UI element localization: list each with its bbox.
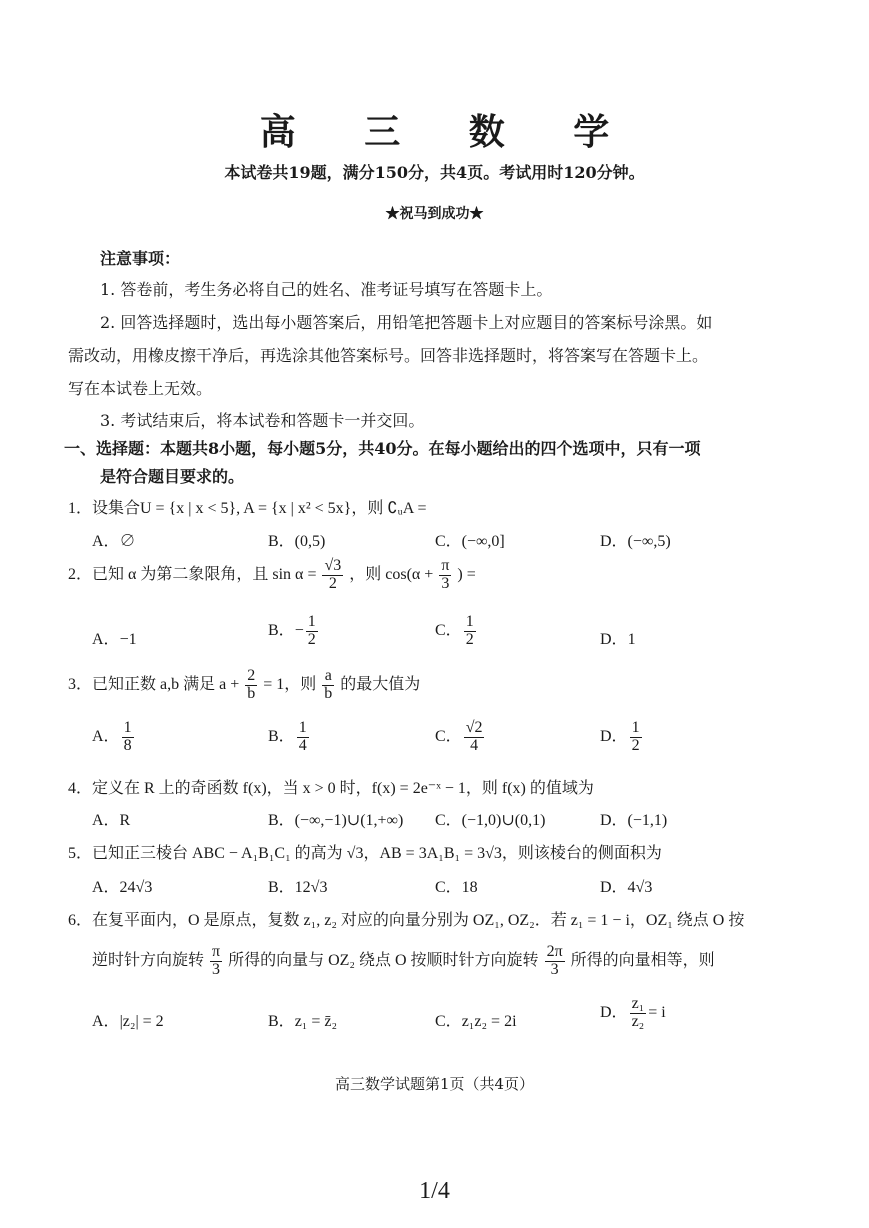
q3c-label: C． [435, 727, 462, 745]
q3d-label: D． [600, 727, 628, 745]
q2d-value: 1 [627, 631, 636, 648]
q2-frac-angle-num: π [441, 557, 450, 574]
q3b-label: B． [268, 727, 295, 745]
q3-stem-e: 的最大值为 [340, 675, 421, 693]
q3a-den: 8 [123, 736, 132, 754]
q2-frac-sin-den: 2 [328, 574, 337, 592]
q3-frac-1-den: b [247, 684, 256, 702]
q6-frac-2-den: 3 [550, 960, 559, 978]
question-5-stem: 5．已知正三棱台 ABC − A₁B₁C₁ 的高为 √3，AB = 3A₁B₁ = 3√3，则该棱台的侧面积为 [68, 845, 662, 862]
question-2-option-a [92, 626, 137, 649]
q3c-den: 4 [470, 736, 479, 754]
q3a-frac [122, 720, 134, 755]
q6a-label: A． [92, 1013, 120, 1030]
q2-stem-e: ) = [457, 565, 476, 583]
question-6-stem: 6．在复平面内，O 是原点，复数 z₁, z₂ 对应的向量分别为 OZ₁, OZ₂．若 z₁ = 1 − i，OZ₁ 绕点 O 按 [68, 912, 745, 929]
question-2-option-d [600, 626, 636, 649]
section-heading-cont: 是符合题目要求的。 [100, 467, 245, 486]
page-title: 高 三 数 学 [259, 111, 638, 153]
notice-item-2-end: 写在本试卷上无效。 [68, 379, 213, 398]
q3b-den: 4 [298, 736, 307, 754]
q6b-value: z₁ = z̄₂ [294, 1013, 338, 1030]
question-4-option-a: A．R [92, 812, 131, 829]
notice-item-2: 2. 回答选择题时，选出每小题答案后，用铅笔把答题卡上对应题目的答案标号涂黑。如 [100, 313, 713, 332]
q3-frac-1-num: 2 [247, 667, 256, 684]
q2b-den: 2 [307, 630, 316, 648]
q6-stem2-b: 所得的向量与 OZ₂ 绕点 O 按顺时针方向旋转 [228, 951, 539, 969]
q3-frac-1 [245, 668, 257, 703]
q2-stem-c: ，则 cos(α + [349, 565, 434, 583]
question-1-stem: 1．设集合U = {x | x < 5}, A = {x | x² < 5x}，则 ∁ᵤA = [68, 500, 427, 517]
question-6-option-d [600, 996, 666, 1031]
question-1-option-c: C．(−∞,0] [435, 533, 505, 550]
q3c-num: √2 [465, 719, 483, 736]
q2b-label: B． [268, 621, 295, 639]
q6b-label: B． [268, 1013, 295, 1030]
q3c-frac [464, 720, 485, 755]
question-6-option-a [92, 1008, 164, 1031]
q2c-frac [464, 614, 476, 649]
q6-frac-2-num: 2π [546, 943, 563, 960]
q6d-frac [630, 996, 647, 1031]
q6c-value: z₁z₂ = 2i [461, 1013, 517, 1030]
question-1-option-d: D．(−∞,5) [600, 533, 671, 550]
question-5-option-d: D．4√3 [600, 879, 653, 896]
good-luck-banner: ★祝马到成功★ [385, 206, 484, 222]
question-5-option-a: A．24√3 [92, 879, 153, 896]
question-4-option-b: B．(−∞,−1)∪(1,+∞) [268, 812, 404, 829]
q6c-label: C． [435, 1013, 462, 1030]
notice-item-1: 1. 答卷前，考生务必将自己的姓名、准考证号填写在答题卡上。 [100, 280, 553, 299]
q2a-label: A． [92, 631, 120, 648]
q3d-num: 1 [631, 719, 640, 736]
question-2-option-c [435, 614, 478, 649]
q2c-den: 2 [465, 630, 474, 648]
q3b-num: 1 [298, 719, 307, 736]
q2-frac-angle-den: 3 [441, 574, 450, 592]
question-5-option-b: B．12√3 [268, 879, 328, 896]
q3b-frac [297, 720, 309, 755]
question-4-option-d: D．(−1,1) [600, 812, 668, 829]
question-3-option-a [92, 720, 136, 755]
q2d-label: D． [600, 631, 628, 648]
q2b-frac [306, 614, 318, 649]
q6-stem2-c: 所得的向量相等，则 [570, 951, 715, 969]
notice-heading: 注意事项： [100, 249, 181, 268]
q2b-num: 1 [307, 613, 316, 630]
question-6-option-b [268, 1008, 337, 1031]
notice-item-3: 3. 考试结束后，将本试卷和答题卡一并交回。 [100, 411, 425, 430]
q3d-den: 2 [631, 736, 640, 754]
q3a-num: 1 [123, 719, 132, 736]
q6a-value: |z₂| = 2 [119, 1013, 164, 1030]
question-2-option-b [268, 614, 320, 649]
q3d-frac [630, 720, 642, 755]
q2c-num: 1 [465, 613, 474, 630]
question-5-option-c: C．18 [435, 879, 478, 896]
q6d-den: z₂ [631, 1012, 645, 1030]
q6-frac-1-den: 3 [212, 960, 221, 978]
q2c-label: C． [435, 621, 462, 639]
question-4-option-c: C．(−1,0)∪(0,1) [435, 812, 546, 829]
question-3-stem [68, 668, 420, 703]
question-3-option-d [600, 720, 644, 755]
question-3-option-c [435, 720, 486, 755]
q2a-value: −1 [119, 631, 137, 648]
q3-stem-a: 3．已知正数 a,b 满足 a + [68, 675, 240, 693]
question-6-option-c [435, 1008, 517, 1031]
q2-frac-sin [322, 558, 343, 593]
q6-frac-1 [210, 944, 222, 979]
q3-stem-c: = 1，则 [263, 675, 317, 693]
question-1-option-b: B．(0,5) [268, 533, 326, 550]
q3a-label: A． [92, 727, 120, 745]
notice-item-2-cont: 需改动，用橡皮擦干净后，再选涂其他答案标号。回答非选择题时，将答案写在答题卡上。 [68, 346, 709, 365]
q6d-label: D． [600, 1003, 628, 1021]
question-4-stem: 4．定义在 R 上的奇函数 f(x)，当 x > 0 时，f(x) = 2e⁻ˣ − 1，则 f(x) 的值域为 [68, 780, 594, 797]
q6d-num: z₁ [631, 995, 645, 1012]
section-heading: 一、选择题：本题共8小题，每小题5分，共40分。在每小题给出的四个选项中，只有一项 [64, 439, 701, 458]
q3-frac-2-den: b [324, 684, 333, 702]
question-2-stem [68, 558, 476, 593]
page-number: 1/4 [419, 1178, 450, 1204]
q6d-suffix: = i [648, 1003, 666, 1021]
question-1-option-a: A．∅ [92, 533, 136, 550]
q2-frac-sin-num: √3 [324, 557, 342, 574]
q3-frac-2 [322, 668, 334, 703]
page-footer: 高三数学试题第1页（共4页） [334, 1075, 535, 1093]
q6-stem2-a: 逆时针方向旋转 [92, 951, 205, 969]
q3-frac-2-num: a [322, 668, 334, 686]
q2-stem-a: 2．已知 α 为第二象限角，且 sin α = [68, 565, 317, 583]
question-6-stem-cont [92, 944, 715, 979]
q6-frac-1-num: π [212, 943, 221, 960]
exam-info: 本试卷共19题，满分150分，共4页。考试用时120分钟。 [224, 163, 645, 182]
q6-frac-2 [545, 944, 565, 979]
q2-frac-angle [439, 558, 451, 593]
q2b-prefix: − [294, 621, 304, 639]
question-3-option-b [268, 720, 311, 755]
